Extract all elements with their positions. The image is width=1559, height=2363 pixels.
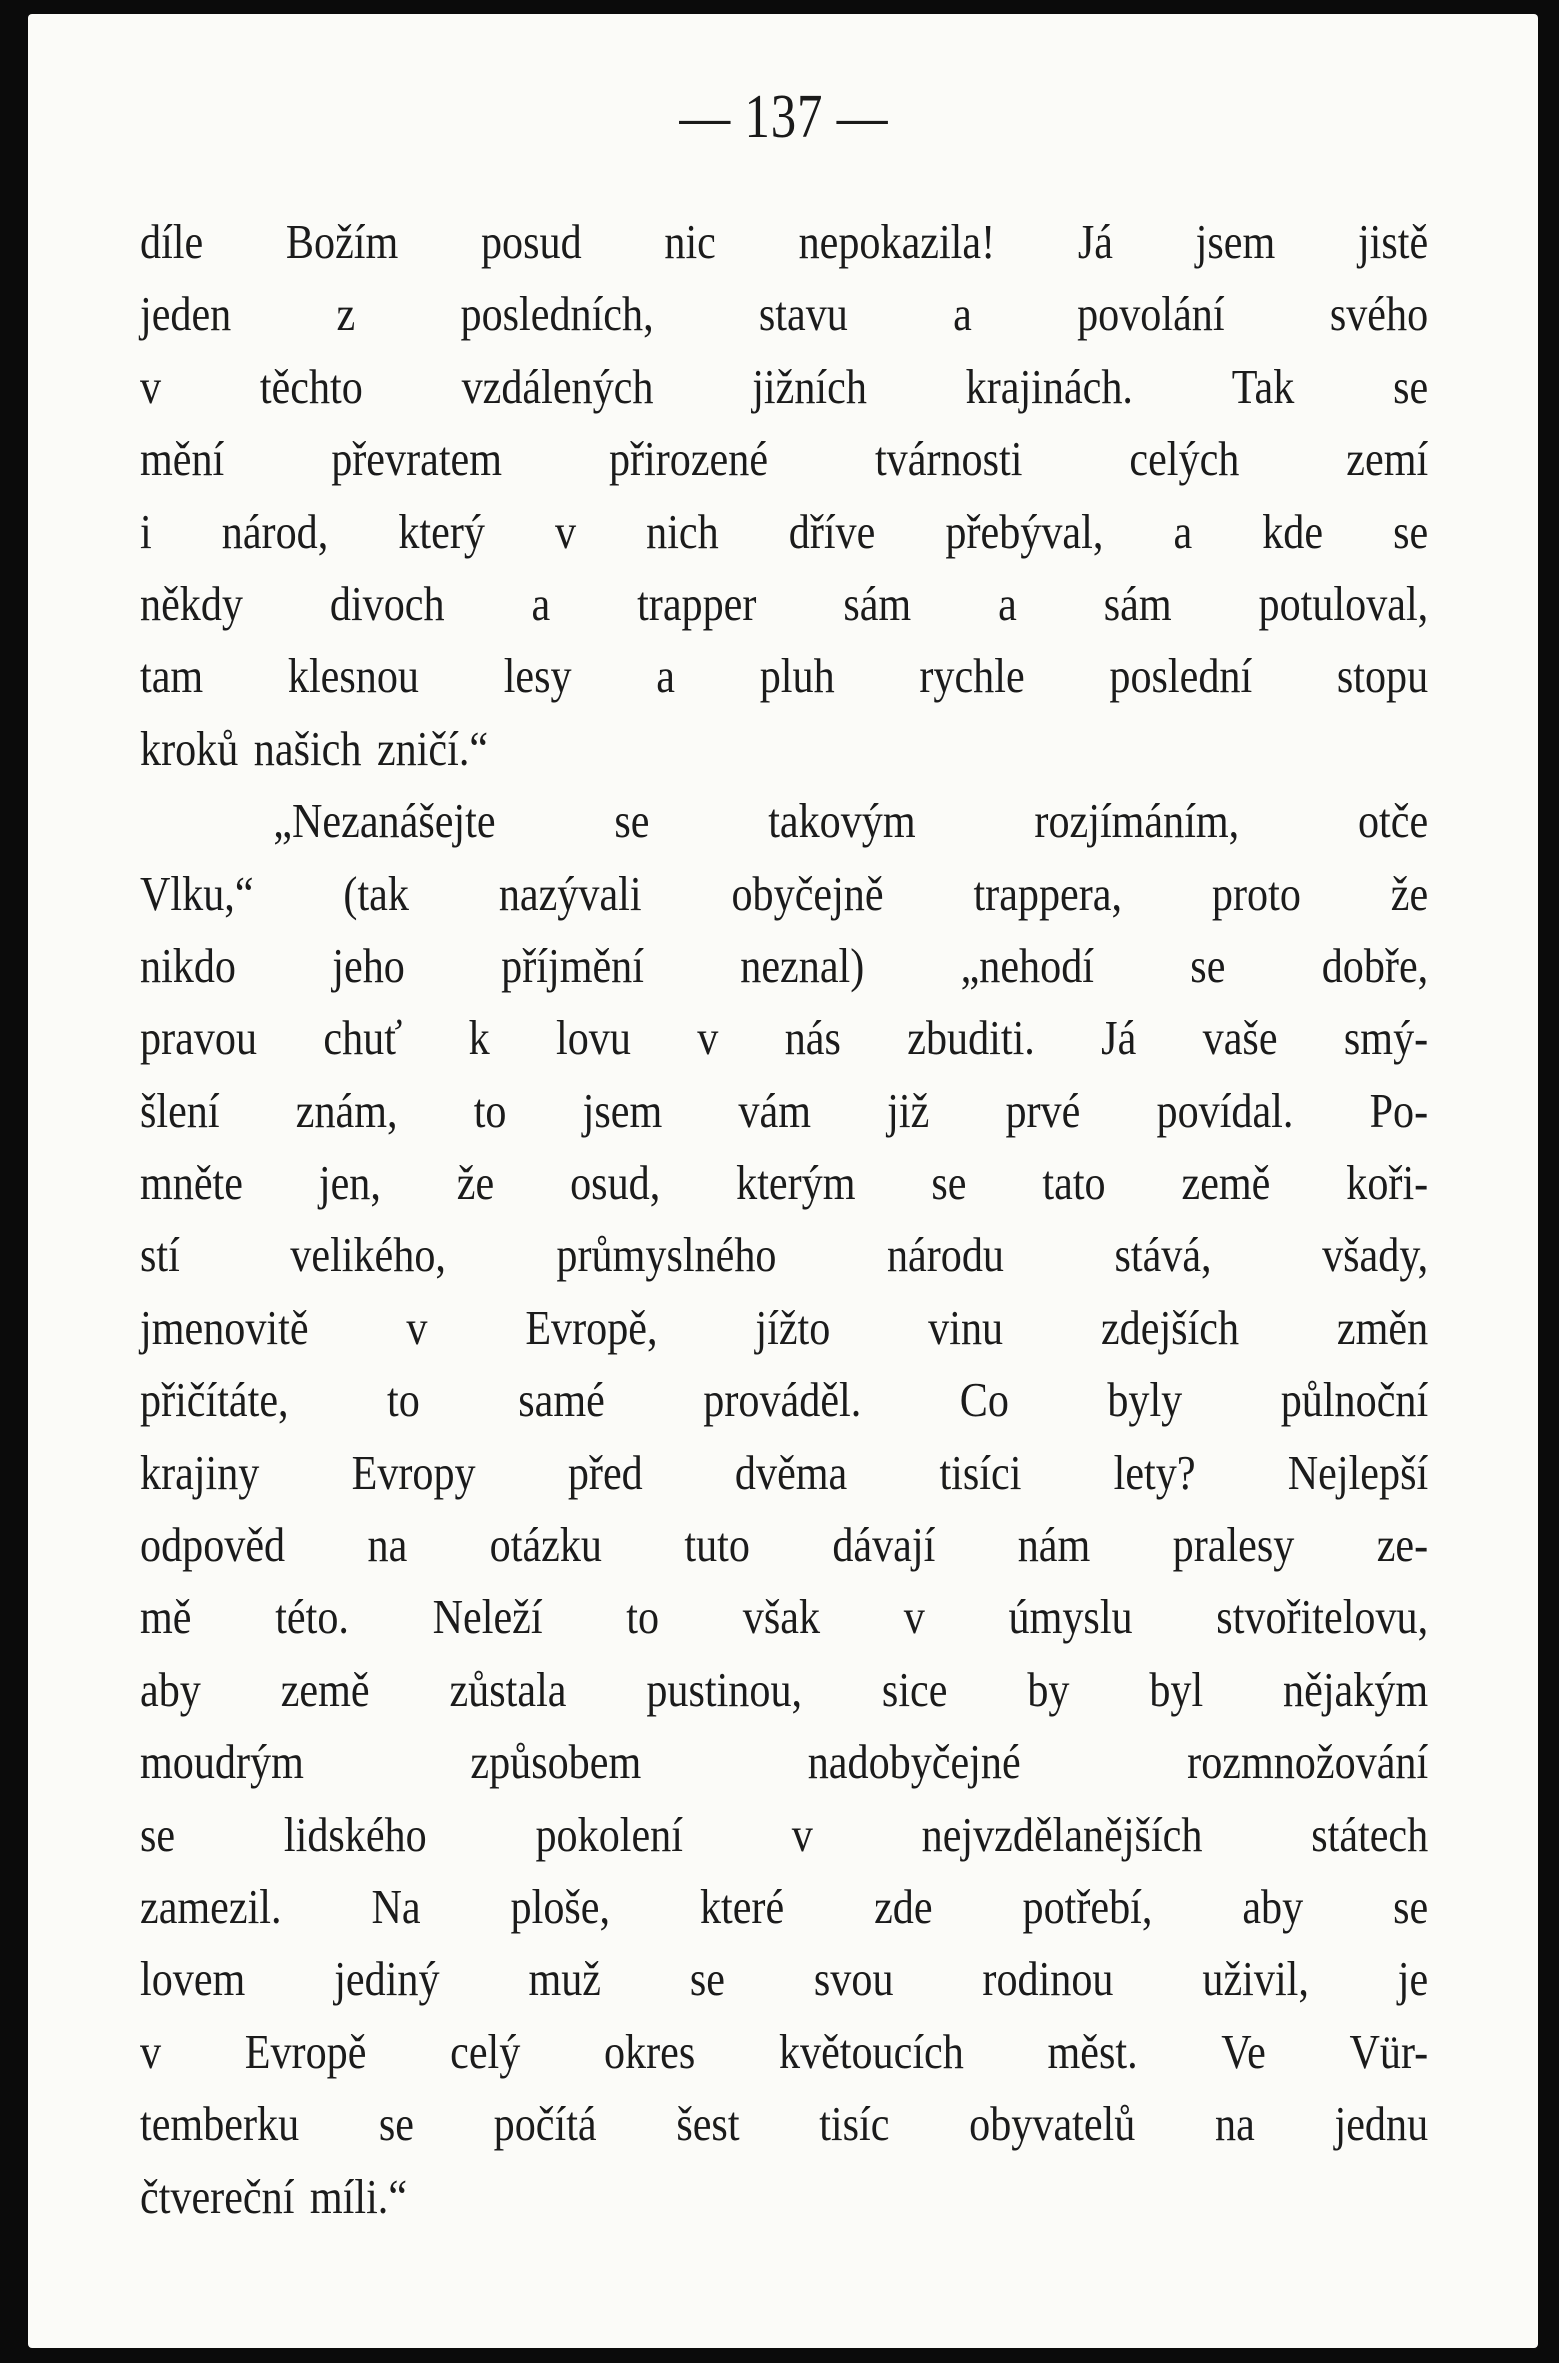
word: zničí.“ — [376, 720, 489, 776]
text-line — [140, 278, 1428, 350]
word: který — [398, 503, 485, 559]
word: muž — [528, 1951, 602, 2007]
word: nepokazila! — [798, 214, 996, 269]
word: byl — [1149, 1661, 1204, 1717]
word: Nejlepší — [1287, 1444, 1429, 1500]
word: koři- — [1346, 1155, 1429, 1211]
word: povolání — [1077, 286, 1225, 342]
word: stává, — [1114, 1227, 1212, 1283]
word: pluh — [759, 648, 835, 704]
word: zamezil. — [140, 1878, 282, 1934]
word: zbuditi. — [907, 1010, 1035, 1066]
word: přirozené — [608, 431, 769, 487]
word: obyčejně — [731, 865, 884, 921]
word: jistě — [1357, 214, 1429, 269]
word: nich — [646, 503, 719, 559]
word: dvěma — [734, 1444, 848, 1500]
word: otče — [1357, 793, 1429, 849]
text-line — [140, 640, 1428, 712]
word: že — [1390, 865, 1429, 921]
text-line — [140, 1799, 1428, 1871]
word: jížto — [755, 1299, 831, 1355]
word: (tak — [343, 865, 409, 921]
word: na — [1215, 2096, 1255, 2152]
word: těchto — [259, 358, 363, 414]
word: a — [1173, 503, 1193, 559]
word: jsem — [582, 1082, 663, 1138]
word: vzdálených — [461, 358, 654, 414]
word: a — [953, 286, 972, 342]
word: šlení — [140, 1082, 220, 1138]
word: vám — [738, 1082, 811, 1138]
word: divoch — [329, 575, 445, 631]
word: Neleží — [432, 1589, 543, 1645]
word: lovem — [140, 1951, 246, 2007]
text-line — [140, 1002, 1428, 1074]
word: však — [742, 1589, 821, 1645]
word: nic — [664, 214, 716, 269]
word: i — [140, 503, 152, 559]
text-line — [140, 1364, 1428, 1436]
word: ze- — [1376, 1517, 1429, 1573]
text-line — [140, 713, 1428, 785]
word: státech — [1311, 1806, 1429, 1862]
word: někdy — [140, 575, 243, 631]
word: chuť — [323, 1010, 403, 1066]
word: Ve — [1221, 2023, 1266, 2079]
word: trappera, — [973, 865, 1123, 921]
word: národu — [886, 1227, 1004, 1283]
word: tvárnosti — [874, 431, 1023, 487]
word: se — [689, 1951, 726, 2007]
word: v — [140, 358, 162, 414]
text-line — [140, 568, 1428, 640]
word: k — [468, 1010, 490, 1066]
word: krajinách. — [965, 358, 1133, 414]
word: mě — [140, 1589, 192, 1645]
word: velikého, — [290, 1227, 446, 1283]
word: půlnoční — [1280, 1372, 1429, 1428]
word: se — [1393, 1878, 1429, 1934]
word: svého — [1329, 286, 1429, 342]
scan-top-edge — [0, 0, 1559, 10]
word: to — [473, 1082, 507, 1138]
word: před — [567, 1444, 643, 1500]
book-page — [28, 14, 1538, 2348]
word: Vlku,“ — [140, 865, 254, 921]
text-line — [140, 2088, 1428, 2160]
word: pustinou, — [646, 1661, 803, 1717]
word: nadobyčejné — [807, 1734, 1021, 1790]
word: pralesy — [1172, 1517, 1295, 1573]
word: lesy — [503, 648, 572, 704]
word: které — [699, 1878, 785, 1934]
word: vinu — [928, 1299, 1004, 1355]
word: průmyslného — [556, 1227, 777, 1283]
text-line — [140, 785, 1428, 857]
text-line — [140, 1147, 1428, 1219]
word: aby — [140, 1661, 201, 1717]
word: posledních, — [460, 286, 654, 342]
word: stavu — [758, 286, 848, 342]
word: květoucích — [778, 2023, 964, 2079]
word: Co — [959, 1372, 1009, 1428]
word: jižních — [752, 358, 867, 414]
word: této. — [275, 1589, 349, 1645]
word: tam — [140, 648, 204, 704]
word: proto — [1211, 865, 1301, 921]
word: se — [140, 1806, 176, 1862]
word: zdejších — [1100, 1299, 1240, 1355]
text-line — [140, 1509, 1428, 1581]
word: byly — [1107, 1372, 1183, 1428]
word: „Nezanášejte — [273, 793, 496, 849]
word: potřebí, — [1022, 1878, 1153, 1934]
word: převratem — [331, 431, 503, 487]
word: tuto — [684, 1517, 750, 1573]
word: jeho — [332, 937, 405, 993]
word: se — [1393, 358, 1429, 414]
word: jediný — [334, 1951, 440, 2007]
word: povídal. — [1156, 1082, 1294, 1138]
word: přičítáte, — [140, 1372, 289, 1428]
word: lidského — [283, 1806, 427, 1862]
word: všady, — [1322, 1227, 1429, 1283]
word: v — [140, 2023, 162, 2079]
word: jsem — [1195, 214, 1276, 269]
word: uživil, — [1202, 1951, 1309, 2007]
word: Po- — [1369, 1082, 1429, 1138]
word: zde — [874, 1878, 933, 1934]
word: stí — [140, 1227, 180, 1283]
word: země — [280, 1661, 370, 1717]
word: v — [903, 1589, 925, 1645]
text-line — [140, 351, 1428, 423]
word: úmyslu — [1008, 1589, 1133, 1645]
text-line — [140, 858, 1428, 930]
text-line — [140, 206, 1428, 278]
word: se — [378, 2096, 414, 2152]
word: šest — [676, 2096, 740, 2152]
word: se — [1190, 937, 1226, 993]
word: prvé — [1005, 1082, 1081, 1138]
word: rodinou — [982, 1951, 1114, 2007]
word: svou — [813, 1951, 894, 2007]
word: míli.“ — [309, 2168, 408, 2224]
word: Evropě, — [525, 1299, 658, 1355]
word: znám, — [295, 1082, 398, 1138]
word: nás — [784, 1010, 841, 1066]
word: z — [336, 286, 356, 342]
word: se — [614, 793, 650, 849]
word: osud, — [570, 1155, 661, 1211]
word: čtvereční — [140, 2168, 295, 2224]
text-line — [140, 423, 1428, 495]
word: by — [1027, 1661, 1070, 1717]
word: tisíci — [939, 1444, 1022, 1500]
page-number: — 137 — — [679, 83, 889, 151]
word: nikdo — [140, 937, 236, 993]
word: vaše — [1202, 1010, 1278, 1066]
word: rozjímáním, — [1034, 793, 1240, 849]
word: zůstala — [449, 1661, 567, 1717]
word: jen, — [318, 1155, 381, 1211]
word: to — [387, 1372, 420, 1428]
word: okres — [603, 2023, 696, 2079]
word: celý — [450, 2023, 521, 2079]
word: v — [791, 1806, 813, 1862]
word: posud — [480, 214, 582, 269]
word: díle — [140, 214, 204, 269]
text-line — [140, 1871, 1428, 1943]
word: stopu — [1336, 648, 1429, 704]
word: že — [456, 1155, 495, 1211]
body-text — [140, 206, 1428, 2233]
text-line — [140, 1075, 1428, 1147]
word: lovu — [556, 1010, 631, 1066]
word: Evropy — [351, 1444, 476, 1500]
word: měst. — [1047, 2023, 1138, 2079]
word: Evropě — [244, 2023, 367, 2079]
word: dobře, — [1321, 937, 1429, 993]
word: celých — [1129, 431, 1240, 487]
word: samé — [518, 1372, 605, 1428]
word: tisíc — [819, 2096, 890, 2152]
word: lety? — [1113, 1444, 1196, 1500]
text-line — [140, 1292, 1428, 1364]
word: se — [931, 1155, 967, 1211]
word: a — [998, 575, 1017, 631]
word: krajiny — [140, 1444, 260, 1500]
word: je — [1397, 1951, 1429, 2007]
text-line — [140, 1726, 1428, 1798]
text-line — [140, 1581, 1428, 1653]
text-line — [140, 1437, 1428, 1509]
word: přebýval, — [945, 503, 1104, 559]
word: kde — [1262, 503, 1324, 559]
text-line — [140, 930, 1428, 1002]
word: mněte — [140, 1155, 243, 1211]
word: stvořitelovu, — [1216, 1589, 1429, 1645]
word: pravou — [140, 1010, 258, 1066]
word: jednu — [1334, 2096, 1429, 2152]
word: v — [697, 1010, 719, 1066]
word: způsobem — [470, 1734, 642, 1790]
word: nejvzdělanějších — [921, 1806, 1203, 1862]
word: jmenovitě — [140, 1299, 309, 1355]
word: rychle — [919, 648, 1025, 704]
word: neznal) — [740, 937, 865, 993]
word: takovým — [768, 793, 916, 849]
word: mění — [140, 431, 225, 487]
word: sice — [881, 1661, 948, 1717]
word: v — [406, 1299, 428, 1355]
word: našich — [253, 720, 362, 776]
word: klesnou — [287, 648, 420, 704]
word: pokolení — [535, 1806, 683, 1862]
word: temberku — [140, 2096, 300, 2152]
word: kroků — [140, 720, 239, 776]
word: a — [531, 575, 551, 631]
word: ploše, — [510, 1878, 611, 1934]
word: Božím — [285, 214, 399, 269]
word: Na — [371, 1878, 421, 1934]
word: jeden — [140, 286, 232, 342]
word: smý- — [1343, 1010, 1429, 1066]
word: nazývali — [498, 865, 642, 921]
word: tato — [1042, 1155, 1106, 1211]
word: „nehodí — [960, 937, 1094, 993]
word: dříve — [788, 503, 876, 559]
word: poslední — [1109, 648, 1253, 704]
word: nějakým — [1283, 1661, 1429, 1717]
word: odpověd — [140, 1517, 286, 1573]
word: se — [1393, 503, 1429, 559]
word: nám — [1017, 1517, 1091, 1573]
word: trapper — [637, 575, 757, 631]
word: aby — [1242, 1878, 1304, 1934]
word: otázku — [489, 1517, 603, 1573]
word: Tak — [1231, 358, 1295, 414]
word: příjmění — [501, 937, 644, 993]
text-line — [140, 2016, 1428, 2088]
text-line — [140, 496, 1428, 568]
text-line — [140, 2161, 1428, 2233]
word: to — [626, 1589, 660, 1645]
word: prováděl. — [703, 1372, 862, 1428]
word: moudrým — [140, 1734, 304, 1790]
word: obyvatelů — [969, 2096, 1136, 2152]
text-line — [140, 1943, 1428, 2015]
word: a — [656, 648, 676, 704]
word: potuloval, — [1258, 575, 1429, 631]
word: Já — [1101, 1010, 1137, 1066]
word: sám — [843, 575, 912, 631]
word: Vür- — [1349, 2023, 1429, 2079]
word: počítá — [493, 2096, 597, 2152]
word: zemí — [1346, 431, 1429, 487]
word: již — [887, 1082, 930, 1138]
word: v — [554, 503, 577, 559]
word: změn — [1336, 1299, 1429, 1355]
word: sám — [1103, 575, 1172, 631]
word: kterým — [736, 1155, 856, 1211]
word: Já — [1077, 214, 1113, 269]
text-line — [140, 1219, 1428, 1291]
word: země — [1181, 1155, 1271, 1211]
word: národ, — [221, 503, 329, 559]
word: na — [367, 1517, 408, 1573]
text-line — [140, 1654, 1428, 1726]
word: dávají — [832, 1517, 936, 1573]
word: rozmnožování — [1187, 1734, 1429, 1790]
